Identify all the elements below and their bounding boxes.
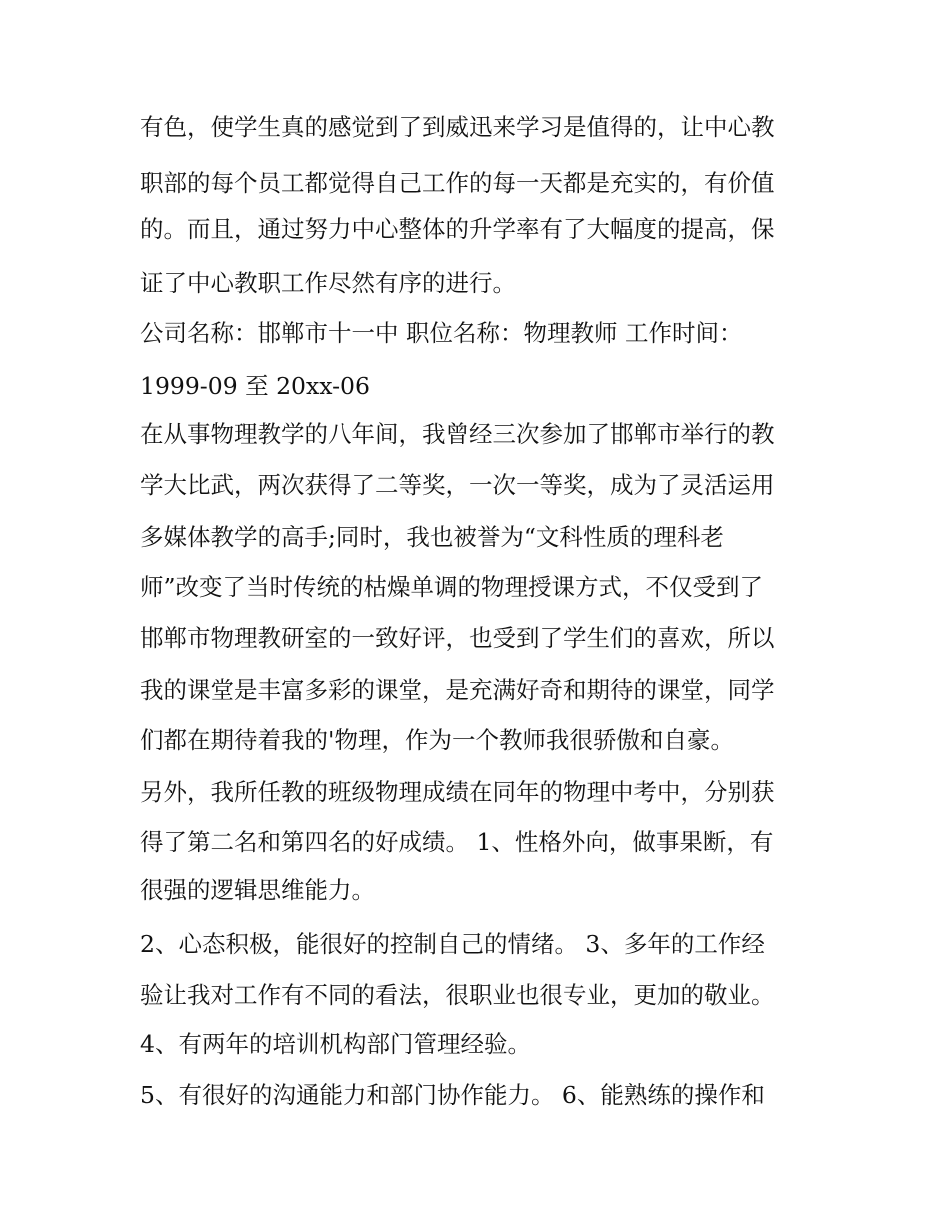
- text-line: 多媒体教学的高手;同时，我也被誉为“文科性质的理科老: [140, 523, 724, 551]
- text-line: 很强的逻辑思维能力。: [140, 876, 375, 904]
- text-line: 职部的每个员工都觉得自己工作的每一天都是充实的，有价值: [140, 169, 775, 197]
- text-line: 们都在期待着我的'物理，作为一个教师我很骄傲和自豪。: [140, 726, 734, 754]
- text-line: 另外，我所任教的班级物理成绩在同年的物理中考中，分别获: [140, 778, 775, 806]
- text-line: 证了中心教职工作尽然有序的进行。: [140, 269, 516, 297]
- text-line: 的。而且，通过努力中心整体的升学率有了大幅度的提高，保: [140, 215, 775, 243]
- text-line: 师”改变了当时传统的枯燥单调的物理授课方式，不仅受到了: [140, 573, 764, 601]
- text-line: 公司名称：邯郸市十一中 职位名称：物理教师 工作时间：: [140, 319, 743, 347]
- text-line: 5、有很好的沟通能力和部门协作能力。 6、能熟练的操作和: [140, 1081, 765, 1109]
- text-line: 4、有两年的培训机构部门管理经验。: [140, 1030, 531, 1058]
- text-line: 在从事物理教学的八年间，我曾经三次参加了邯郸市举行的教: [140, 420, 775, 448]
- text-line: 有色，使学生真的感觉到了到威迅来学习是值得的，让中心教: [140, 113, 775, 141]
- text-line: 得了第二名和第四名的好成绩。 1、性格外向，做事果断，有: [140, 828, 774, 856]
- text-line: 2、心态积极，能很好的控制自己的情绪。 3、多年的工作经: [140, 930, 765, 958]
- text-line: 我的课堂是丰富多彩的课堂，是充满好奇和期待的课堂，同学: [140, 676, 775, 704]
- text-line: 验让我对工作有不同的看法，很职业也很专业，更加的敬业。: [140, 981, 775, 1009]
- text-line: 1999-09 至 20xx-06: [140, 372, 370, 400]
- text-line: 学大比武，两次获得了二等奖，一次一等奖，成为了灵活运用: [140, 471, 775, 499]
- text-line: 邯郸市物理教研室的一致好评，也受到了学生们的喜欢，所以: [140, 624, 775, 652]
